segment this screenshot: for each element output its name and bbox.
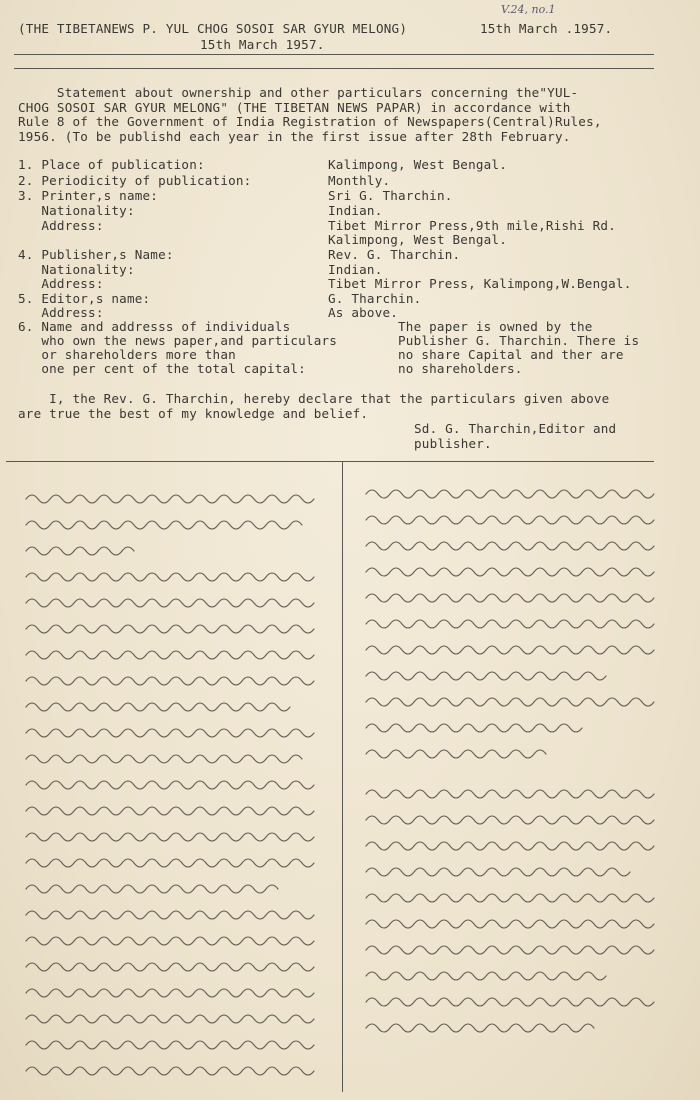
item6-value-line: no shareholders. [398,361,523,376]
header-rule-bottom [14,68,654,69]
particular-value: Rev. G. Tharchin. [328,247,461,262]
particular-value: G. Tharchin. [328,291,422,306]
section-divider [6,461,654,462]
item6-label-line: or shareholders more than [18,347,236,362]
declaration [18,392,609,421]
particular-label: Address: [18,276,104,291]
particular-value: As above. [328,305,399,320]
particular-label: Address: [18,218,104,233]
signature-line: publisher. [414,435,492,451]
masthead-date: 15th March .1957. [480,21,613,36]
particular-value: Tibet Mirror Press, Kalimpong,W.Bengal. [328,276,632,291]
particular-value: Kalimpong, West Bengal. [328,157,507,172]
particular-label: Nationality: [18,262,135,277]
item6-value-line: no share Capital and ther are [398,347,624,362]
intro-line: CHOG SOSOI SAR GYUR MELONG" (THE TIBETAN NEWS PAPAR) in accordance with [18,99,571,115]
particular-value: Indian. [328,203,383,218]
handwritten-catalog-note: V.24, no.1 [501,3,556,16]
masthead-subdate: 15th March 1957. [200,37,325,52]
particular-label: 2. Periodicity of publication: [18,173,252,188]
ownership-statement-intro [18,86,602,144]
column-divider [342,462,343,1092]
particular-label: 3. Printer,s name: [18,188,159,203]
particular-label: 1. Place of publication: [18,157,205,172]
item6-label-line: one per cent of the total capital: [18,361,306,376]
signature-line: Sd. G. Tharchin,Editor and [414,421,617,436]
handwritten-tibetan-right-column [358,480,676,780]
particular-value: Monthly. [328,173,391,188]
handwritten-tibetan-right-column-lower [358,780,676,1080]
particular-value: Tibet Mirror Press,9th mile,Rishi Rd. [328,218,616,233]
particular-value: Kalimpong, West Bengal. [328,232,507,247]
signature-block [414,422,616,451]
item6-value-line: Publisher G. Tharchin. There is [398,333,640,348]
handwritten-tibetan-left-column [18,485,336,1090]
masthead-title: (THE TIBETANEWS P. YUL CHOG SOSOI SAR GYUR MELONG) [18,21,408,36]
particular-label: 5. Editor,s name: [18,291,151,306]
particular-value: Indian. [328,262,383,277]
particular-label: 4. Publisher,s Name: [18,247,174,262]
item6-label-line: who own the news paper,and particulars [18,333,338,348]
item6-value-line: The paper is owned by the [398,319,593,334]
particular-value: Sri G. Tharchin. [328,188,453,203]
particular-label: Nationality: [18,203,135,218]
intro-line: Statement about ownership and other particulars concerning the"YUL- [18,85,579,100]
particular-label: Address: [18,305,104,320]
declaration-line: are true the best of my knowledge and belief. [18,405,369,421]
intro-line: 1956. (To be publishd each year in the first issue after 28th February. [18,128,571,144]
item6-label-line: 6. Name and addresss of individuals [18,319,291,334]
declaration-line: I, the Rev. G. Tharchin, hereby declare that the particulars given above [18,391,610,406]
header-rule-top [14,54,654,55]
intro-line: Rule 8 of the Government of India Registration of Newspapers(Central)Rules, [18,114,602,129]
